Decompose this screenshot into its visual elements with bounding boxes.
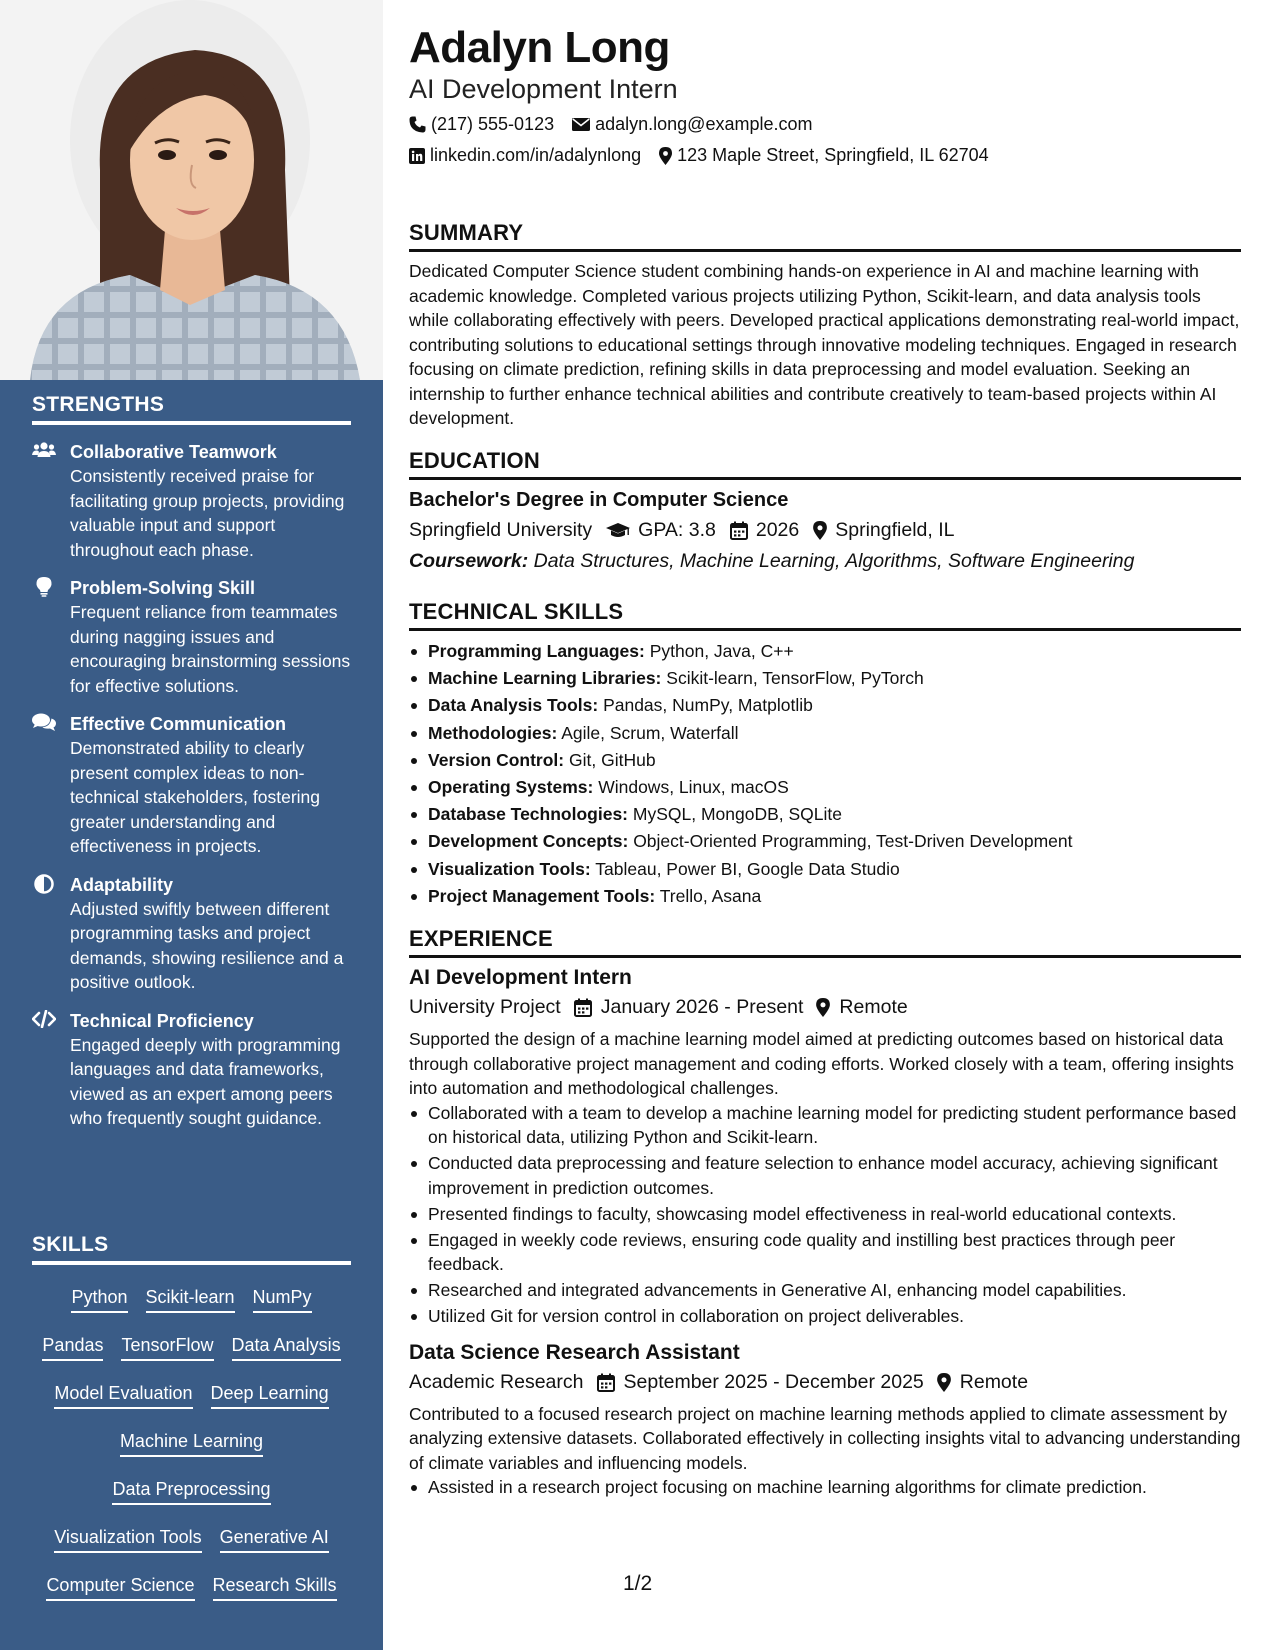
skill-tag: NumPy	[253, 1286, 312, 1313]
skill-values: Scikit-learn, TensorFlow, PyTorch	[666, 668, 924, 689]
list-item	[409, 884, 1241, 909]
contact-row-1	[409, 114, 830, 135]
profile-photo	[0, 0, 383, 380]
job-title: AI Development Intern	[409, 966, 632, 989]
strength-description: Frequent reliance from teammates during nagging issues and encouraging brainstorming sessions for effective solutions.	[70, 602, 351, 696]
list-item: Presented findings to faculty, showcasing model effectiveness in real-world educational contexts.	[409, 1202, 1241, 1227]
list-item	[409, 721, 1241, 746]
phone-number[interactable]: (217) 555-0123	[431, 114, 555, 134]
calendar-icon	[597, 1373, 615, 1392]
job-meta	[409, 996, 1241, 1019]
skill-values: Tableau, Power BI, Google Data Studio	[595, 858, 900, 879]
list-item	[409, 693, 1241, 718]
technical-skills-heading: TECHNICAL SKILLS	[409, 599, 1241, 631]
skill-values: Python, Java, C++	[649, 641, 794, 661]
strength-title: Adaptability	[70, 874, 174, 895]
skill-tag: Scikit-learn	[146, 1286, 235, 1313]
skill-category: Development Concepts:	[428, 831, 629, 852]
skill-tag: Pandas	[42, 1334, 103, 1361]
coursework	[409, 550, 1241, 573]
list-item	[409, 802, 1241, 827]
skill-category: Version Control:	[428, 749, 565, 770]
job-summary: Supported the design of a machine learning model aimed at predicting outcomes based on historical data through collaborative project management and coding efforts. Worked closely with a team, offering insights into automation and methodological challenges.	[409, 1029, 1234, 1098]
skill-values: Trello, Asana	[659, 885, 762, 906]
list-item	[409, 829, 1241, 854]
strength-item	[32, 712, 351, 859]
skills-heading: SKILLS	[32, 1233, 351, 1265]
skills-tags	[32, 1275, 351, 1611]
education-section	[409, 448, 1241, 573]
skill-values: Pandas, NumPy, Matplotlib	[603, 695, 813, 716]
skills-section	[32, 1233, 351, 1611]
skill-tag: TensorFlow	[121, 1334, 213, 1361]
skill-category: Data Analysis Tools:	[428, 695, 599, 716]
phone-icon	[409, 116, 426, 133]
skill-tag: Data Preprocessing	[112, 1478, 270, 1505]
strength-title: Collaborative Teamwork	[70, 442, 277, 462]
skill-category: Operating Systems:	[428, 776, 594, 797]
job-bullets	[409, 1101, 1241, 1329]
list-item: Engaged in weekly code reviews, ensuring code quality and instilling best practices through peer feedback.	[409, 1228, 1241, 1277]
list-item	[409, 775, 1241, 800]
strength-item	[32, 873, 351, 995]
skill-values: Agile, Scrum, Waterfall	[561, 722, 739, 743]
job-entry	[409, 966, 1241, 1329]
skill-category: Visualization Tools:	[428, 858, 591, 879]
education-heading: EDUCATION	[409, 448, 1241, 480]
candidate-name: Adalyn Long	[409, 23, 670, 72]
strength-item	[32, 1009, 351, 1131]
code-icon	[32, 1009, 56, 1033]
email-address[interactable]: adalyn.long@example.com	[595, 114, 813, 134]
strength-item	[32, 440, 351, 562]
skill-values: Git, GitHub	[569, 749, 656, 770]
strengths-heading: STRENGTHS	[32, 393, 351, 425]
coursework-label: Coursework:	[409, 550, 529, 572]
candidate-title: AI Development Intern	[409, 74, 678, 104]
summary-text: Dedicated Computer Science student combining hands-on experience in AI and machine learning with academic knowledge. Completed various projects utilizing Python, Scikit-learn, and data analysis tools while collaborating effectively with peers. Developed practical applications demonstrating real-world impact, contributing solutions to educational settings through innovative modeling techniques. Engaged in research focusing on climate prediction, refining skills in data preprocessing and model evaluation. Seeking an internship to further enhance technical abilities and contribute creatively to team-based projects within AI development.	[409, 261, 1240, 428]
linkedin-url[interactable]: linkedin.com/in/adalynlong	[430, 145, 642, 165]
skill-category: Database Technologies:	[428, 804, 629, 825]
skill-values: Object-Oriented Programming, Test-Driven Development	[633, 831, 1073, 852]
experience-heading: EXPERIENCE	[409, 926, 1241, 958]
sidebar	[0, 0, 383, 1650]
list-item	[409, 666, 1241, 691]
job-dates: September 2025 - December 2025	[623, 1370, 924, 1393]
calendar-icon	[730, 521, 748, 540]
skill-tag: Visualization Tools	[54, 1526, 201, 1553]
map-pin-icon	[659, 147, 672, 165]
list-item	[409, 748, 1241, 773]
strength-title: Technical Proficiency	[70, 1010, 254, 1031]
comments-icon	[32, 712, 56, 736]
strength-title: Problem-Solving Skill	[70, 578, 256, 598]
phone-contact	[409, 114, 554, 135]
list-item: Researched and integrated advancements in Generative AI, enhancing model capabilities.	[409, 1278, 1241, 1303]
coursework-list: Data Structures, Machine Learning, Algorithms, Software Engineering	[533, 550, 1135, 572]
school-location: Springfield, IL	[835, 519, 955, 541]
strength-description: Consistently received praise for facilitating group projects, providing valuable input and support throughout each phase.	[70, 466, 345, 560]
page-number: 1/2	[623, 1572, 653, 1595]
job-meta	[409, 1371, 1241, 1394]
gpa: GPA: 3.8	[638, 519, 716, 541]
technical-skills-list	[409, 639, 1241, 908]
job-entry	[409, 1341, 1241, 1500]
skill-category: Methodologies:	[428, 722, 558, 743]
half-circle-icon	[32, 873, 56, 897]
job-organization: Academic Research	[409, 1370, 584, 1393]
graduation-year: 2026	[755, 519, 800, 541]
job-dates: January 2026 - Present	[600, 996, 804, 1018]
list-item: Conducted data preprocessing and feature selection to enhance model accuracy, achieving significant improvement in prediction outcomes.	[409, 1151, 1241, 1200]
list-item	[409, 857, 1241, 882]
job-summary: Contributed to a focused research project on machine learning methods applied to climate assessment by analyzing extensive datasets. Collaborated effectively in collecting insights vital to advancing understanding of climate variables and influencing models.	[409, 1403, 1241, 1473]
skill-category: Project Management Tools:	[428, 885, 656, 906]
experience-section	[409, 926, 1241, 1501]
skill-category: Programming Languages:	[428, 641, 645, 661]
job-bullets	[409, 1475, 1241, 1500]
envelope-icon	[572, 117, 590, 132]
address: 123 Maple Street, Springfield, IL 62704	[677, 145, 989, 165]
degree: Bachelor's Degree in Computer Science	[409, 489, 789, 511]
job-title: Data Science Research Assistant	[409, 1340, 740, 1364]
skill-tag: Machine Learning	[120, 1430, 263, 1457]
strength-description: Engaged deeply with programming languages and data frameworks, viewed as an expert among peers who frequently sought guidance.	[70, 1034, 341, 1128]
education-details	[409, 519, 1241, 542]
skill-values: Windows, Linux, macOS	[598, 776, 789, 797]
calendar-icon	[574, 998, 592, 1017]
list-item: Assisted in a research project focusing on machine learning algorithms for climate prediction.	[409, 1475, 1241, 1500]
job-organization: University Project	[409, 996, 561, 1018]
contact-row-2	[409, 145, 1007, 166]
map-pin-icon	[813, 521, 827, 540]
technical-skills-section	[409, 599, 1241, 911]
skill-category: Machine Learning Libraries:	[428, 668, 662, 689]
skill-tag: Data Analysis	[232, 1334, 341, 1361]
job-location: Remote	[839, 996, 908, 1018]
summary-section	[409, 220, 1241, 431]
skill-values: MySQL, MongoDB, SQLite	[632, 804, 843, 825]
strength-description: Adjusted swiftly between different programming tasks and project demands, showing resilience and a positive outlook.	[70, 898, 344, 992]
linkedin-contact	[409, 145, 641, 166]
map-pin-icon	[937, 1373, 951, 1392]
skill-tag: Model Evaluation	[54, 1382, 192, 1409]
skill-tag: Computer Science	[46, 1574, 194, 1601]
strengths-section	[32, 393, 351, 1131]
strength-description: Demonstrated ability to clearly present complex ideas to non-technical stakeholders, fostering greater understanding and effectiveness in projects.	[70, 738, 320, 856]
list-item: Utilized Git for version control in collaboration on project deliverables.	[409, 1304, 1241, 1329]
lightbulb-icon	[32, 576, 56, 600]
job-location: Remote	[959, 1370, 1029, 1393]
skill-tag: Deep Learning	[211, 1382, 329, 1409]
linkedin-icon	[409, 148, 425, 164]
skill-tag: Python	[71, 1286, 127, 1313]
address-contact	[659, 145, 989, 166]
strength-title: Effective Communication	[70, 714, 287, 734]
school-name: Springfield University	[409, 519, 593, 541]
list-item	[409, 639, 1241, 664]
strength-item	[32, 576, 351, 698]
skill-tag: Research Skills	[213, 1574, 337, 1601]
map-pin-icon	[816, 998, 830, 1017]
summary-heading: SUMMARY	[409, 220, 1241, 252]
email-contact	[572, 114, 812, 135]
users-icon	[32, 440, 56, 464]
skill-tag: Generative AI	[220, 1526, 329, 1553]
list-item: Collaborated with a team to develop a machine learning model for predicting student performance based on historical data, utilizing Python and Scikit-learn.	[409, 1101, 1241, 1150]
graduation-cap-icon	[606, 522, 630, 539]
